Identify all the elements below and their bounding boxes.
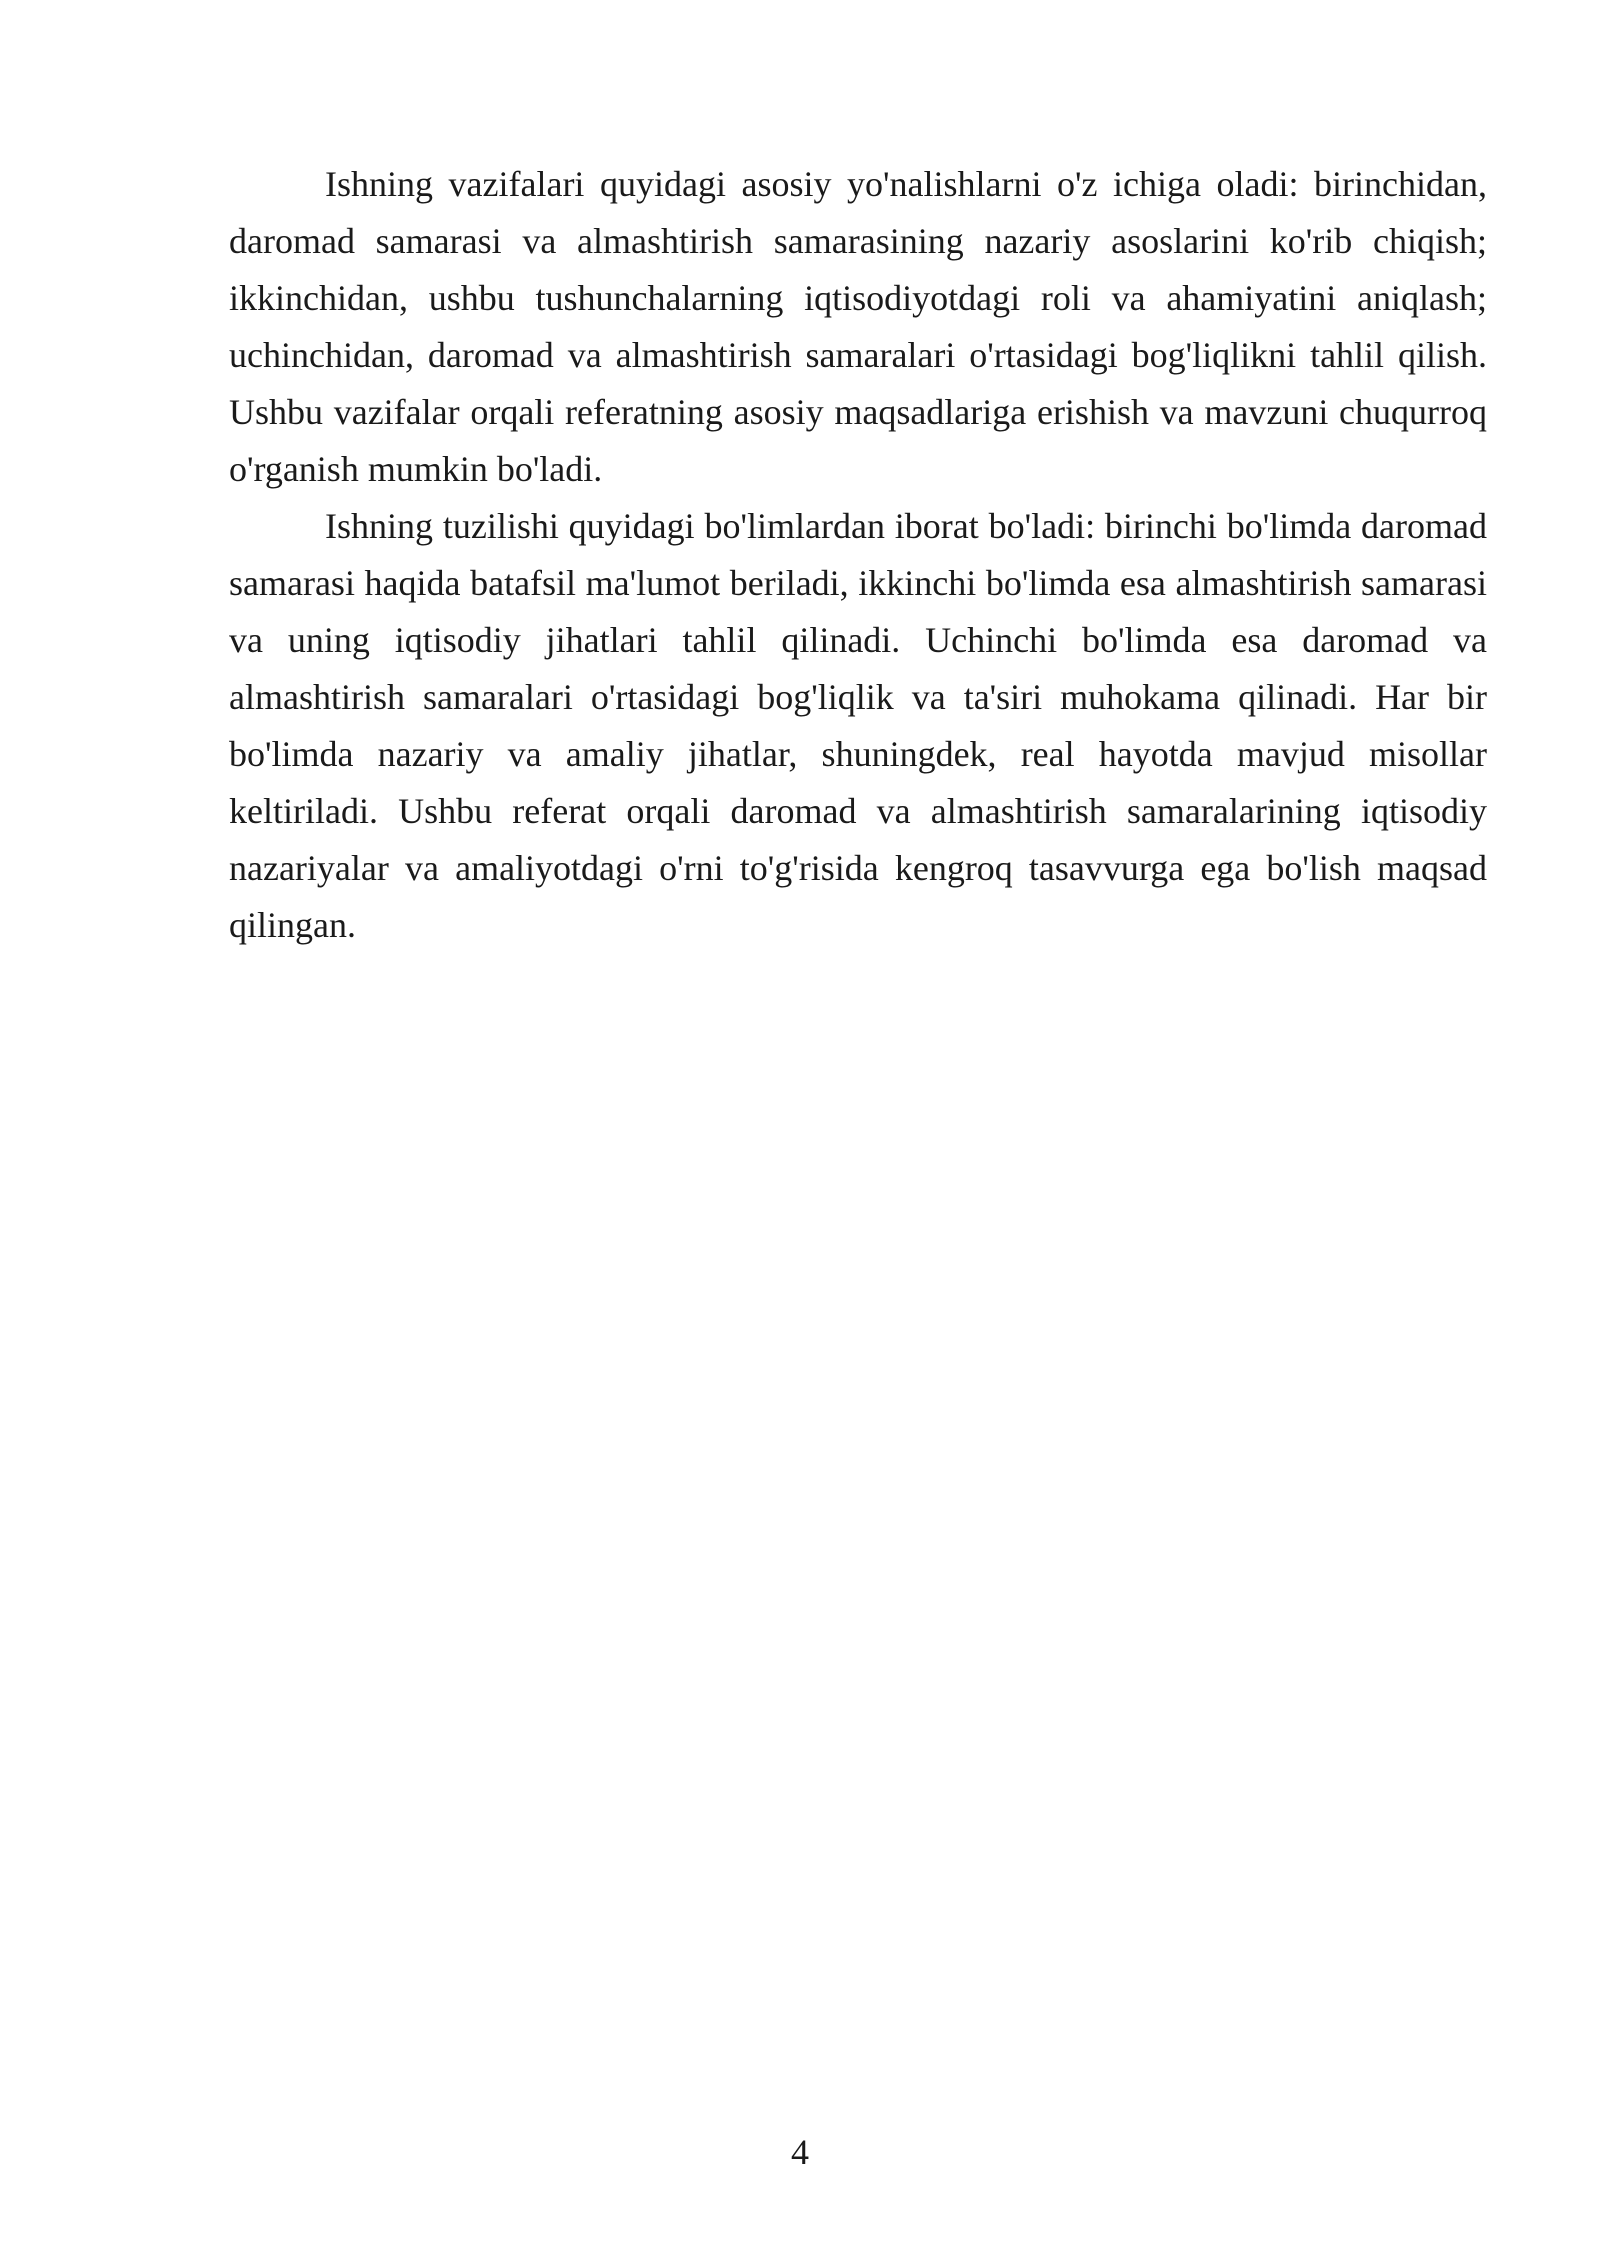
paragraph-structure: Ishning tuzilishi quyidagi bo'limlardan iborat bo'ladi: birinchi bo'limda daromad samarasi haqida batafsil ma'lumot beriladi, ikkinchi bo'limda esa almashtirish samarasi va uning iqtisodiy jihatlari tahlil qilinadi. Uchinchi bo'limda esa daromad va almashtirish samaralari o'rtasidagi bog'liqlik va ta'siri muhokama qilinadi. Har bir bo'limda nazariy va amaliy jihatlar, shuningdek, real hayotda mavjud misollar keltiriladi. Ushbu referat orqali daromad va almashtirish samaralarining iqtisodiy nazariyalar va amaliyotdagi o'rni to'g'risida kengroq tasavvurga ega bo'lish maqsad qilingan. [229, 506, 1487, 945]
paragraph-tasks: Ishning vazifalari quyidagi asosiy yo'nalishlarni o'z ichiga oladi: birinchidan, daromad samarasi va almashtirish samarasining nazariy asoslarini ko'rib chiqish; ikkinchidan, ushbu tushunchalarning iqtisodiyotdagi roli va ahamiyatini aniqlash; uchinchidan, daromad va almashtirish samaralari o'rtasidagi bog'liqlikni tahlil qilish. Ushbu vazifalar orqali referatning asosiy maqsadlariga erishish va mavzuni chuqurroq o'rganish mumkin bo'ladi. [229, 164, 1487, 489]
page-number: 4 [791, 2132, 809, 2172]
body-text [229, 156, 1487, 954]
